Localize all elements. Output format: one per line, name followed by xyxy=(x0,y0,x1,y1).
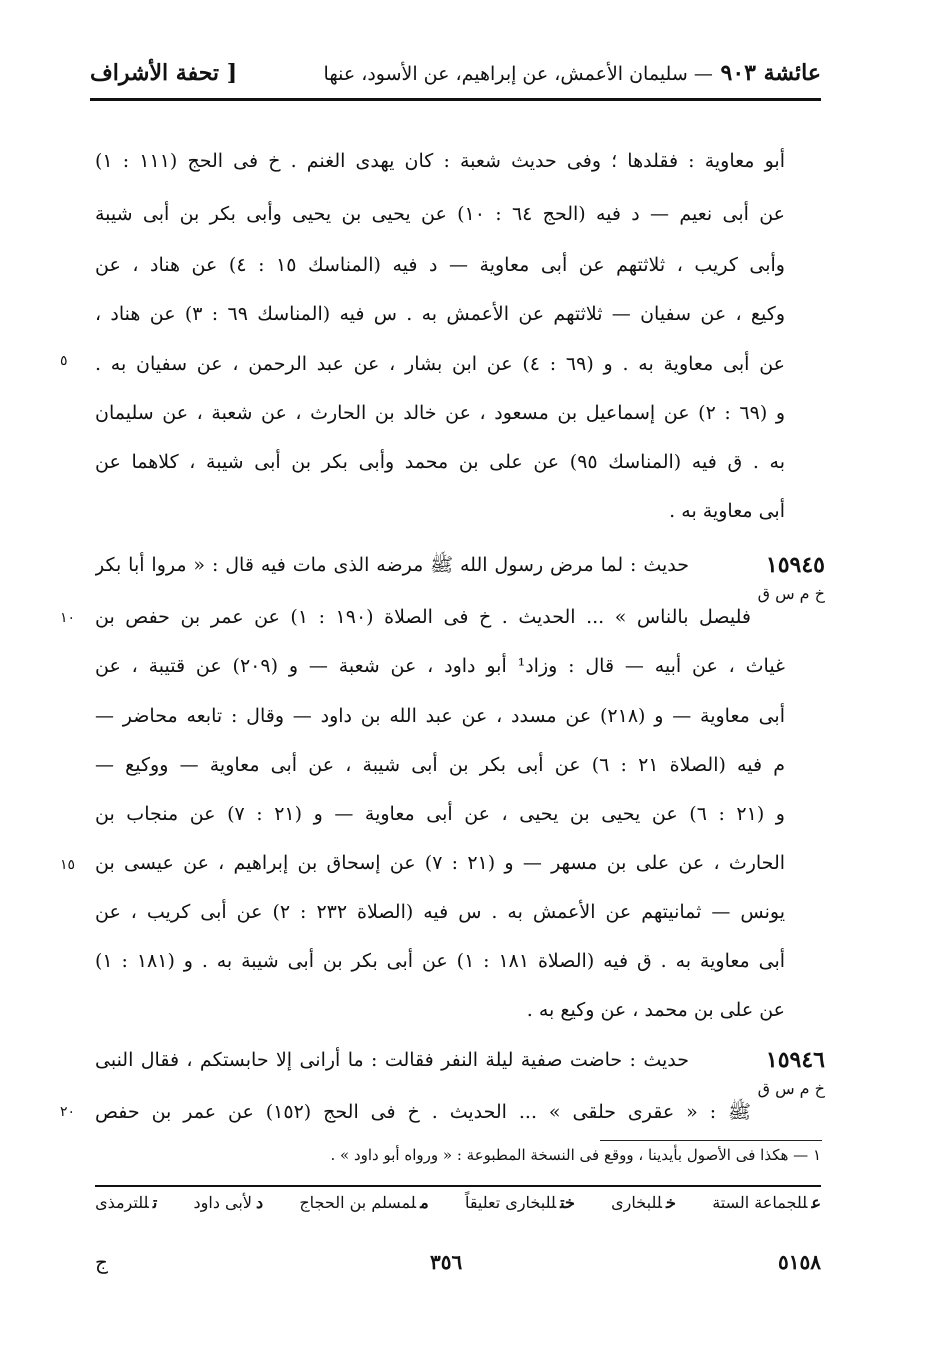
text-line: عن أبى معاوية به . و (٦٩ : ٤) عن ابن بشار ، عن عبد الرحمن ، عن سفيان به . xyxy=(95,353,785,375)
book-title: [ تحفة الأشراف xyxy=(90,60,238,86)
text-line: أبى معاوية — و (٢١٨) عن مسدد ، عن عبد الله بن داود — وقال : تابعه محاضر — xyxy=(95,705,785,727)
footnote-rule xyxy=(600,1140,822,1141)
text-line: عن أبى نعيم — د فيه (الحج ٦٤ : ١٠) عن يحيى بن يحيى وأبى بكر بن أبى شيبة xyxy=(95,203,785,225)
margin-number: ١٥ xyxy=(60,857,76,873)
footnote: ١ — هكذا فى الأصول بأيدينا ، ووقع فى النسخة المطبوعة : « ورواه أبو داود » . xyxy=(330,1146,821,1164)
abbreviation-item: ختللبخارى تعليقاً xyxy=(464,1193,575,1212)
text-line: م فيه (الصلاة ٢١ : ٦) عن أبى بكر بن أبى شيبة ، عن أبى معاوية — ووكيع — xyxy=(95,754,785,776)
margin-number: ٢٠ xyxy=(60,1104,76,1120)
abbreviation-item: ملمسلم بن الحجاج xyxy=(299,1193,429,1212)
footer-letter: ج xyxy=(95,1250,108,1274)
text-line: يونس — ثمانيتهم عن الأعمش به . س فيه (الصلاة ٢٣٢ : ٢) عن أبى كريب ، عن xyxy=(95,901,785,923)
text-line: وأبى كريب ، ثلاثتهم عن أبى معاوية — د فيه (المناسك ١٥ : ٤) عن هناد ، عن xyxy=(95,254,785,276)
hadith-sigla: خ م س ق xyxy=(757,1079,825,1098)
text-line: أبو معاوية : فقلدها ؛ وفى حديث شعبة : كان يهدى الغنم . خ فى الحج (١١١ : ١) xyxy=(95,150,785,172)
text-line: الحارث ، عن على بن مسهر — و (٢١ : ٧) عن إسحاق بن إبراهيم ، عن عيسى بن xyxy=(95,852,785,874)
abbreviation-item: خللبخارى xyxy=(611,1193,676,1212)
margin-number: ١٠ xyxy=(60,610,76,626)
text-line: فليصل بالناس » ... الحديث . خ فى الصلاة (١٩٠ : ١) عن عمر بن حفص بن xyxy=(95,606,751,628)
text-line: ﷺ : « عقرى حلقى » ... الحديث . خ فى الحج (١٥٢) عن عمر بن حفص xyxy=(95,1101,751,1123)
page-number: ٣٥٦ xyxy=(430,1250,463,1274)
hadith-number: ١٥٩٤٦ xyxy=(765,1047,825,1073)
text-line: غياث ، عن أبيه — قال : وزاد¹ أبو داود ، عن شعبة — و (٢٠٩) عن قتيبة ، عن xyxy=(95,655,785,677)
abbreviation-item: تللترمذى xyxy=(95,1193,158,1212)
abbreviation-item: دلأبى داود xyxy=(193,1193,264,1212)
text-line: و (٢١ : ٦) عن يحيى بن يحيى ، عن أبى معاوية — و (٢١ : ٧) عن منجاب بن xyxy=(95,803,785,825)
margin-number: ٥ xyxy=(60,353,68,369)
text-line: و (٦٩ : ٢) عن إسماعيل بن مسعود ، عن خالد بن الحارث ، عن شعبة ، عن سليمان xyxy=(95,402,785,424)
hadith-first-line: حديث : لما مرض رسول الله ﷺ مرضه الذى مات فيه قال : « مروا أبا بكر xyxy=(95,554,689,576)
text-line: أبى معاوية به . xyxy=(669,500,785,522)
footer-number: ٥١٥٨ xyxy=(778,1250,821,1274)
hadith-first-line: حديث : حاضت صفية ليلة النفر فقالت : ما أرانى إلا حابستكم ، فقال النبى xyxy=(95,1049,689,1071)
hadith-number: ١٥٩٤٥ xyxy=(765,552,825,578)
page-header xyxy=(90,58,821,101)
abbreviation-item: عللجماعة الستة xyxy=(712,1193,821,1212)
hadith-sigla: خ م س ق xyxy=(757,584,825,603)
header-section: عائشة ٩٠٣ — سليمان الأعمش، عن إبراهيم، عن الأسود، عنها xyxy=(323,60,821,86)
text-line: وكيع ، عن سفيان — ثلاثتهم عن الأعمش به . س فيه (المناسك ٦٩ : ٣) عن هناد ، xyxy=(95,303,785,325)
text-line: عن على بن محمد ، عن وكيع به . xyxy=(526,999,785,1021)
text-line: أبى معاوية به . ق فيه (الصلاة ١٨١ : ١) عن أبى بكر بن أبى شيبة به . و (١٨١ : ١) xyxy=(95,950,785,972)
text-line: به . ق فيه (المناسك ٩٥) عن على بن محمد وأبى بكر بن أبى شيبة ، كلاهما عن xyxy=(95,451,785,473)
abbreviation-rule xyxy=(95,1185,821,1187)
abbreviation-key xyxy=(95,1193,821,1212)
running-title: سليمان الأعمش، عن إبراهيم، عن الأسود، عنها xyxy=(323,63,688,85)
section-label: عائشة ٩٠٣ xyxy=(720,60,821,86)
